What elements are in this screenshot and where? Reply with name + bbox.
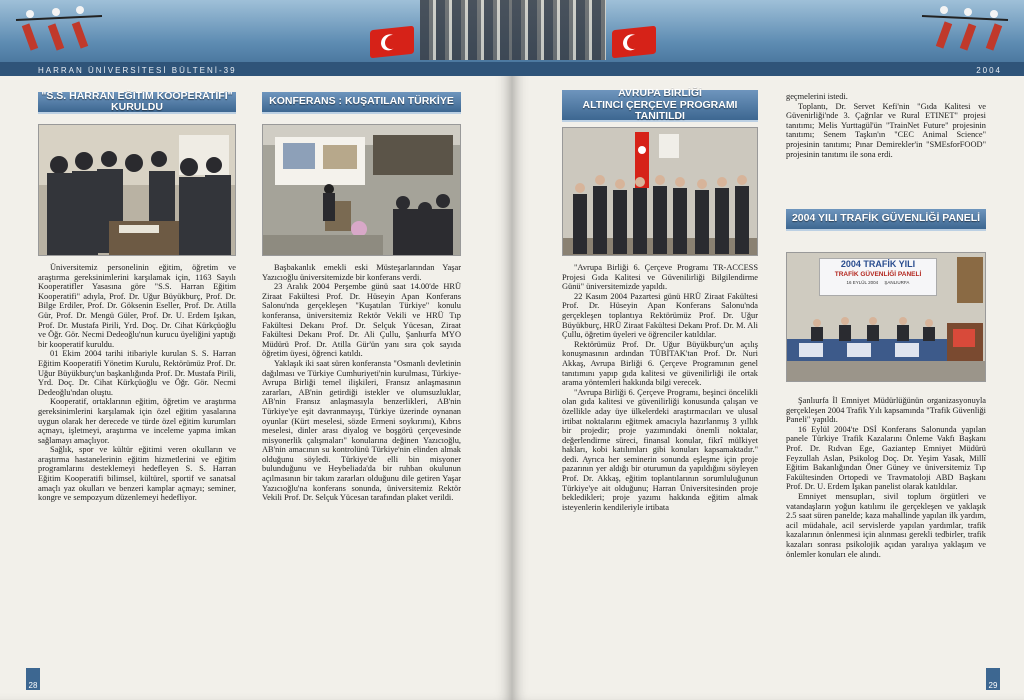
conference-hall-photo xyxy=(262,124,461,256)
paragraph: Kooperatif, ortaklarının eğitim, öğretim ve araştırma gereksinimlerini karşılamak için özel eğitim yasalarına uygun olarak her derecede ve türde özel eğitim kurumları açmayı, işletmeyi, araştırma ve inceleme yapma imkan sağlamayı amaçlıyor. xyxy=(38,397,236,445)
article-title-eu-program xyxy=(562,87,758,122)
traffic-panel-photo xyxy=(786,252,986,382)
article-title-cooperative: "S.S. HARRAN EĞİTİM KOOPERATİFİ" KURULDU xyxy=(38,92,236,114)
page-number-right: 29 xyxy=(986,668,1000,690)
paragraph: Toplantı, Dr. Servet Kefi'nin "Gıda Kalitesi ve Güvenirliği'nde 3. Çağrılar ve Rural ETINET" projesi tanıtımı; Melis Yurttagül'ün "TrainNet Future" projesinin tanıtımı; Senem Taşkın'ın "CEC Animal Science" projesinin tanıtımı; Pınar Demirekler'in "SMEsforFOOD" projesinin tanıtımı ile sona erdi. xyxy=(786,101,986,159)
title-line: ALTINCI ÇERÇEVE PROGRAMI TANITILDI xyxy=(582,98,738,122)
header-banner-left xyxy=(0,0,512,76)
paragraph: Rektörümüz Prof. Dr. Uğur Büyükburç'un açılış konuşmasının ardından TÜBİTAK'tan Prof. Dr. Nuri Akkaş, Avrupa Birliği 6. Çerçeve Programının genel tanıtımını yapıp gıda kalitesi ve güvenilirliği ile ortak arama yöntemleri hakkında bilgi verecek. xyxy=(562,339,758,388)
eu-program-group-photo xyxy=(562,127,758,256)
turkish-flag-icon xyxy=(612,26,656,59)
paragraph: Şanlıurfa İl Emniyet Müdürlüğünün organizasyonuyla gerçekleşen 2004 Trafik Yılı kapsamında "Trafik Güvenliği Paneli" yapıldı. xyxy=(786,396,986,425)
paragraph: Yaklaşık iki saat süren konferansta "Osmanlı devletinin dağılması ve Türkiye Cumhuriyeti'nin kurulması, Türkiye- Avrupa Birliği temel ilişkileri, Fransız anlaşmasının zararları, AB'nin getirdiği istekler ve olumsuzluklar, AB'nin Fransız anlaşmasıyla benzerlikleri, AB'nin Türkiye'ye eşit davranmayışı, Türkiye üzerinde oynanan oyunlar (Kürt meselesi, sözde Ermeni soykırımı), Kıbrıs meselesi, dinler arası diyalog ve boşgörü çerçevesinde misyonerlik çalışmaları" konularına değinen Yazıcıoğlu, AB'nin amacının su kontrolünü Türkiye'nin elinden almak olduğunu söyledi. Türkiye'de elli bin misyoner bulunduğunu ve Heybeliada'da bir ruhban okulunun açılmasının bir takım zararları olduğunu dile getiren Yaşar Yazıcıoğlu'na konferans sonunda, üniversitemiz Rektör Vekili Prof. Dr. Selçuk Yücesan tarafından plaket verildi. xyxy=(262,358,461,503)
article-title-traffic-panel: 2004 YILI TRAFİK GÜVENLİĞİ PANELİ xyxy=(786,209,986,231)
article-body-traffic-panel xyxy=(786,396,986,559)
paragraph: Üniversitemiz personelinin eğitim, öğretim ve araştırma gereksinimlerini karşılamak için, 1163 Sayılı Kooperatifler Yasasına göre "S.S. Harran Eğitim Kooperatifi" adıyla, Prof. Dr. Uğur Büyükburç, Prof. Dr. Bilge Erdiler, Prof. Dr. Göksenin Eseller, Prof. Dr. Atilla Gür, Prof. Dr. Mengü Güler, Prof. Dr. U. Erdem Işıkan, Prof. Dr. Mustafa Pirili, Yrd. Doç. Dr. Cihat Kürkçüoğlu ve Öğr. Gör. Necmi Dedeoğlu'nun kurucu üyeliğini yaptığı bir kooperatif kuruldu. xyxy=(38,263,236,349)
bulletin-title: HARRAN ÜNİVERSİTESİ BÜLTENİ-39 xyxy=(38,66,237,75)
paragraph: 16 Eylül 2004'te DSİ Konferans Salonunda yapılan panele Türkiye Trafik Kazalarını Önleme Vakfı Başkanı Prof. Dr. Rıdvan Ege, Gaziantep Emniyet Müdürü Feyzullah Aslan, Psikolog Doç. Dr. Yeşim Yasak, Millî Eğitim Bakanlığından Öner Güney ve üniversitemiz Tıp Fakültesinden Ortopedi ve Travmatoloji ABD Başkanı Prof. Dr. U. Erdem Işıkan panelist olarak katıldılar. xyxy=(786,424,986,492)
paragraph: 22 Kasım 2004 Pazartesi günü HRÜ Ziraat Fakültesi Prof. Dr. Hüseyin Apan Konferans Salonu'nda gerçekleşen toplantıya Rektörümüz Prof. Dr. Uğur Büyükburç, HRÜ Ziraat Fakültesi Dekanı Prof. Dr. M. Ali Çullu, öğretim üyeleri ve öğrenciler katıldılar. xyxy=(562,291,758,340)
panel-banner-subtitle: TRAFİK GÜVENLİĞİ PANELİ xyxy=(834,271,922,278)
article-body-conference xyxy=(262,263,461,503)
panel-banner-date: 16 EYLÜL 2004 xyxy=(846,280,879,285)
paragraph: "Avrupa Birliği 6. Çerçeve Programı TR-ACCESS Projesi Gıda Kalitesi ve Güvenilirliği Bilgilendirme Günü" üniversitemizde yapıldı. xyxy=(562,263,758,292)
paragraph: 23 Aralık 2004 Perşembe günü saat 14.00'de HRÜ Ziraat Fakültesi Prof. Dr. Hüseyin Apan Konferans Salonu'nda gerçekleşen "Kuşatılan Türkiye" konulu konferansa, üniversitemiz Rektör Vekili ve HRÜ Tıp Fakültesi Dekanı Prof. Dr. Selçuk Yücesan, Ziraat Fakültesi Dekanı Prof. Dr. Ali Çullu, Şanlıurfa MYO Müdürü Prof. Dr. Atilla Gür'ün yanı sıra çok sayıda öğretim üyesi, öğrenci katıldı. xyxy=(262,282,461,359)
turkish-flag-icon xyxy=(370,26,414,59)
rowing-team-image xyxy=(14,4,104,54)
article-title-conference: KONFERANS : KUŞATILAN TÜRKİYE xyxy=(262,92,461,114)
panel-banner-title: 2004 TRAFİK YILI xyxy=(840,259,916,269)
right-page xyxy=(512,0,1024,700)
header-photo-strip xyxy=(512,0,606,60)
paragraph: geçmelerini istedi. xyxy=(786,92,848,101)
article-body-eu-program xyxy=(562,263,758,512)
page-number-left: 28 xyxy=(26,668,40,690)
panel-banner-city: ŞANLIURFA xyxy=(884,280,910,285)
paragraph: 01 Ekim 2004 tarihi itibariyle kurulan S. S. Harran Eğitim Kooperatifi Yönetim Kurulu, Rektörümüz Prof. Dr. Uğur Büyükburç'un başkanlığında Prof. Dr. Mustafa Pirili, Yrd. Doç. Dr. Cihat Kürkçüoğlu ve Öğr. Gör. Necmi Dedeoğlu'ndan oluştu. xyxy=(38,349,236,397)
cooperative-signing-photo xyxy=(38,124,236,256)
paragraph: Emniyet mensupları, sivil toplum örgütleri ve vatandaşların yoğun katılımı ile gerçekleşen ve yaklaşık 2.5 saat süren panelde; kaza mahallinde yapılan ilk yardım, acil müdahale, acil servislerde yapılan yardımlar, trafik kazalarının önlenmesi için alınması gerekli tedbirler, trafik kazaları sonrası psikolojik açıdan yaralıya yaklaşım ve önlemler konuları ele alındı. xyxy=(786,491,986,559)
bulletin-year: 2004 xyxy=(976,66,1002,75)
article-body-cooperative xyxy=(38,263,236,503)
paragraph: "Avrupa Birliği 6. Çerçeve Programı, beşinci öncelikli olan gıda kalitesi ve güvenilirliği konusunda çalışan ve özellikle aday üye ülkelerdeki araştırmacıları ve ulusal irtibat noktalarını eğitmek amacıyla hazırlanmış 3 yıllık bir projedir; proje yazımındaki önemli noktalar, değerlendirme süreci, finansal konular, fikrî mülkiyet hakları, kobi katılımları gibi konuları kapsamaktadır." dedi. Ayrıca her seminerin sonunda eşleşme için proje pazarının yer aldığı bir oturumun da yapıldığını söyleyen Prof. Dr. Akkaş, eğitim toplantılarının sorumluluğunun Türkiye'ye ait olduğunu; Harran Üniversitesinden proje bekledikleri; proje yazımı hakkında eğitim almak isteyenlerin kendileriyle irtibata xyxy=(562,387,758,512)
paragraph: Sağlık, spor ve kültür eğitimi veren okulların ve araştırma hastanelerinin eğitim hizmetlerini ve eğitim programlarını desteklemeyi hedefleyen S. S. Harran Eğitim Kooperatifi bilimsel, kültürel, sportif ve sanatsal amaçlı yaz okulları ve benzeri kamplar açmayı; seminer, kongre ve sempozyum düzenlemeyi hedefliyor. xyxy=(38,445,236,503)
header-photo-strip xyxy=(420,0,512,60)
panel-banner xyxy=(819,258,937,296)
header-banner-right xyxy=(512,0,1024,76)
article-body-eu-program-continued xyxy=(786,92,986,159)
paragraph: Başbakanlık emekli eski Müsteşarlarından Yaşar Yazıcıoğlu üniversitemizde bir konferans verdi. xyxy=(262,263,461,282)
title-line: AVRUPA BİRLİĞİ xyxy=(618,87,702,100)
rowing-team-image xyxy=(920,4,1010,54)
